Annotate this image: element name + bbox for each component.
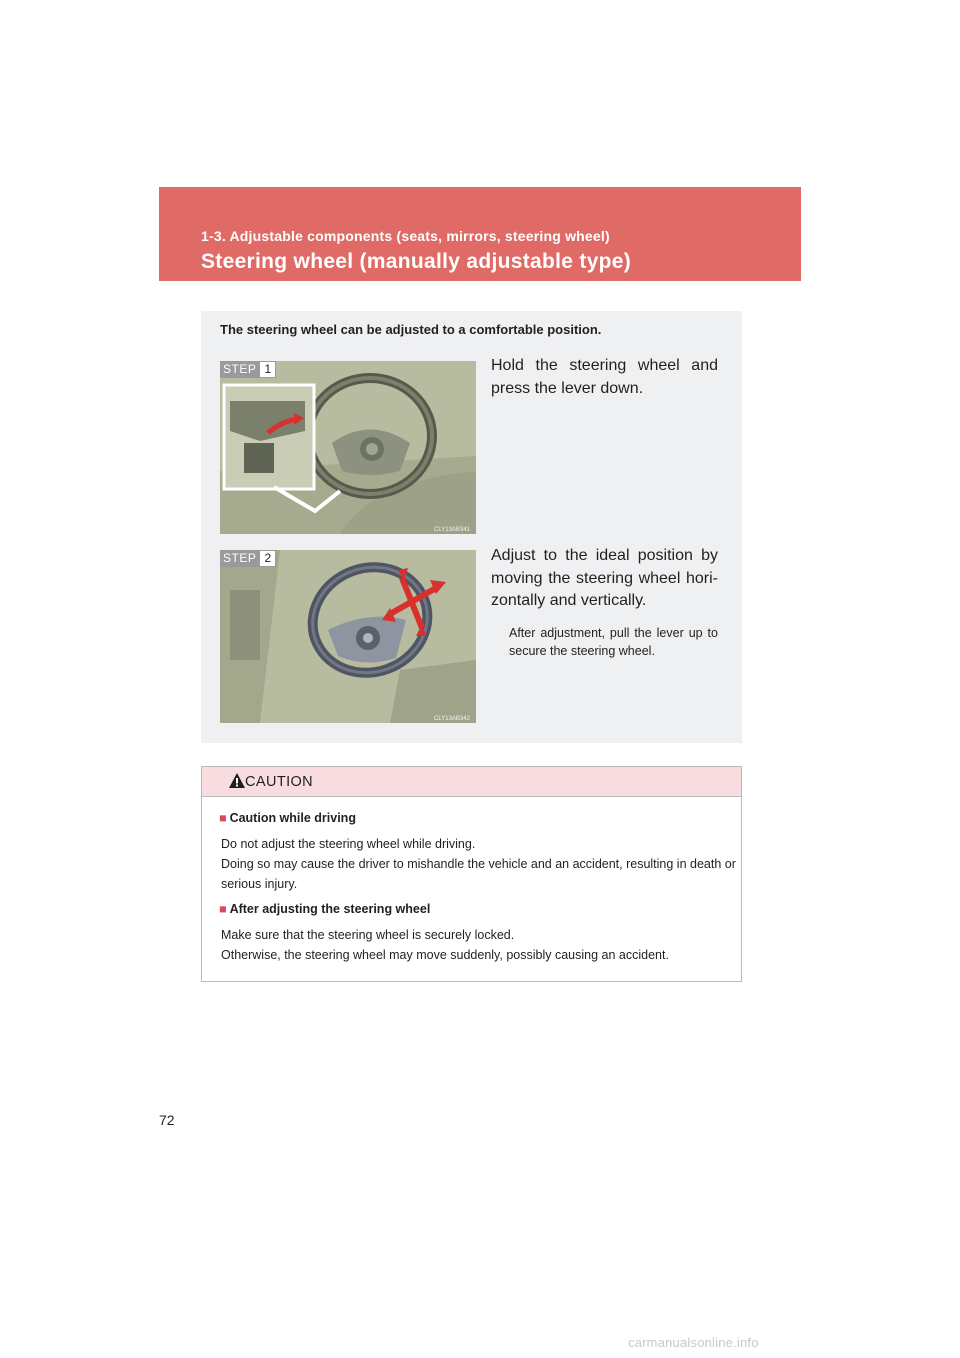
figure-code: CLY13AB341 (434, 527, 470, 533)
step-1-text: Hold the steering wheel and press the lever down. (491, 357, 718, 397)
step-badge-1 (220, 361, 276, 378)
square-bullet-icon: ■ (219, 811, 227, 825)
caution-item-body: Do not adjust the steering wheel while driving. Doing so may cause the driver to mishandle the vehicle and an accident, resulting in death or serious injury. (221, 837, 736, 891)
square-bullet-icon: ■ (219, 902, 227, 916)
step-label: STEP (220, 550, 259, 567)
caution-item-heading: ■ After adjusting the steering wheel (219, 902, 431, 916)
steering-wheel-adjust-illustration (220, 550, 476, 723)
caution-box (201, 766, 742, 982)
figure-code: CLY13AB342 (434, 716, 470, 722)
page-number: 72 (159, 1112, 175, 1128)
caution-item-heading: ■ Caution while driving (219, 811, 356, 825)
step-number: 1 (259, 361, 276, 378)
step-number: 2 (259, 550, 276, 567)
intro-text: The steering wheel can be adjusted to a comfortable position. (220, 322, 602, 337)
warning-icon (228, 772, 246, 789)
page-title: Steering wheel (manually adjustable type) (201, 250, 632, 273)
step-label: STEP (220, 361, 259, 378)
caution-title: CAUTION (245, 774, 314, 790)
step-badge-2 (220, 550, 276, 567)
step-2-note: After adjustment, pull the lever up to secure the steering wheel. (509, 626, 718, 658)
watermark: carmanualsonline.info (628, 1335, 759, 1350)
steering-lever-illustration (220, 361, 476, 534)
step-2-text: Adjust to the ideal position by moving the steering wheel hori-zontally and vertically. (491, 547, 718, 609)
caution-item-body: Make sure that the steering wheel is securely locked. Otherwise, the steering wheel may move suddenly, possibly causing an accident. (221, 928, 669, 962)
caution-header (202, 767, 741, 797)
section-label: 1-3. Adjustable components (seats, mirrors, steering wheel) (201, 228, 610, 244)
